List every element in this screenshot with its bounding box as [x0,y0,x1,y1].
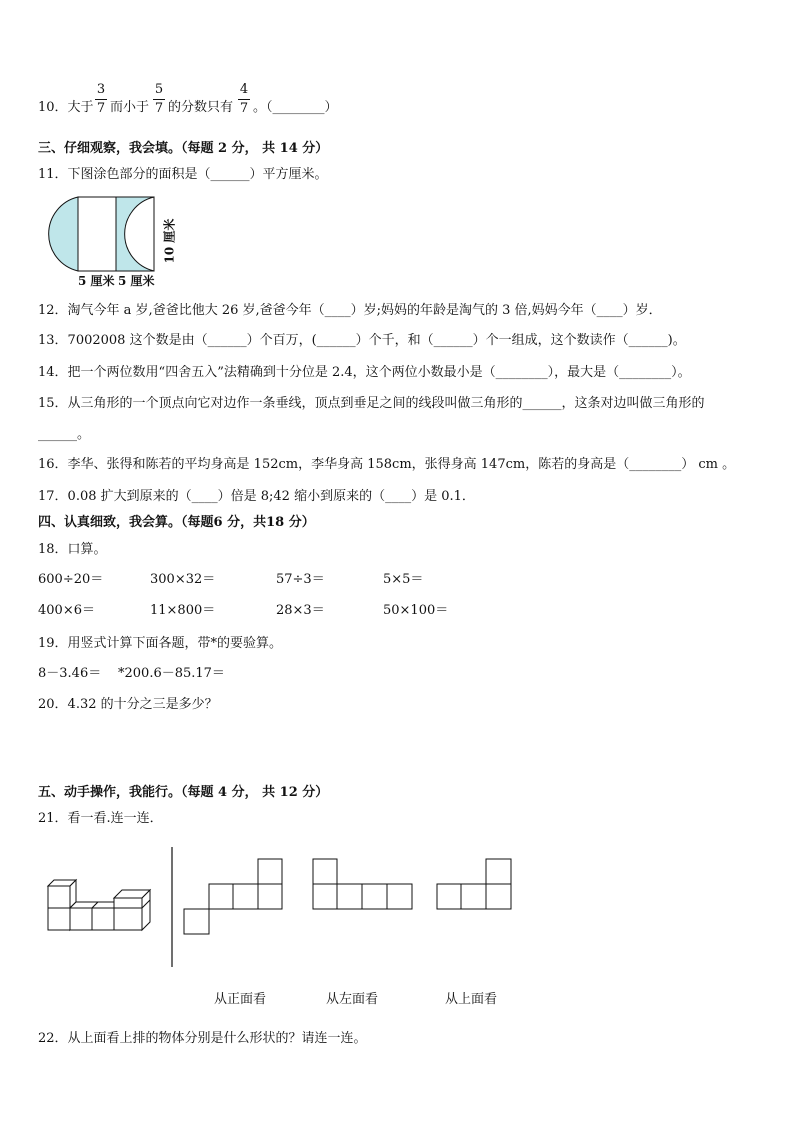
question-14: 14．把一个两位数用“四舍五入”法精确到十分位是 2.4，这个两位小数最小是（________），最大是（________）。 [38,365,691,380]
oral-calc-item: 57÷3＝ [276,572,325,587]
figure-11-label-left: 5 厘米 [78,274,115,288]
oral-calc-item: 600÷20＝ [38,572,104,587]
view-label-left[interactable]: 从左面看 [326,992,379,1007]
question-16: 16．李华、张得和陈若的平均身高是 152cm，李华身高 158cm，张得身高 147cm，陈若的身高是（________） cm 。 [38,457,736,472]
view-option-c[interactable] [436,858,514,912]
oral-calc-item: 400×6＝ [38,603,95,618]
question-17: 17．0.08 扩大到原来的（____）倍是 8;42 缩小到原来的（____）是 0.1． [38,489,475,504]
q10-answer-blank[interactable]: 。（________） [253,100,338,115]
question-15-line-2: ______。 [38,427,91,442]
question-21: 21．看一看.连一连． [38,811,163,826]
q10-post: 的分数只有 [168,100,234,115]
q10-prefix: 10．大于 [38,100,94,115]
view-option-a[interactable] [183,858,283,938]
view-label-front[interactable]: 从正面看 [214,992,267,1007]
section-3-heading: 三、仔细观察，我会填。（每题 2 分， 共 14 分） [38,141,329,156]
question-22: 22．从上面看上排的物体分别是什么形状的？请连一连。 [38,1031,367,1046]
view-label-top[interactable]: 从上面看 [445,992,498,1007]
q10-middle: 而小于 [110,100,150,115]
left-square [78,197,116,271]
figure-11-label-right: 5 厘米 [118,274,155,288]
question-13: 13．7002008 这个数是由（______）个百万，(______）个千，和（______）个一组成，这个数读作（______)。 [38,333,686,348]
question-12: 12．淘气今年 a 岁,爸爸比他大 26 岁,爸爸今年（____）岁;妈妈的年龄是淘气的 3 倍,妈妈今年（____）岁． [38,303,662,318]
view-option-b[interactable] [312,858,414,912]
cube-stack-figure [42,878,157,938]
section-4-heading: 四、认真细致，我会算。（每题6 分，共18 分） [38,515,315,530]
vertical-divider [171,847,175,969]
left-half-circle-shaded [49,197,78,271]
question-18: 18．口算。 [38,542,107,557]
section-5-heading: 五、动手操作，我能行。（每题 4 分， 共 12 分） [38,785,329,800]
question-20: 20．4.32 的十分之三是多少？ [38,697,218,712]
fraction-4-7: 4 7 [239,82,249,116]
question-19: 19．用竖式计算下面各题，带*的要验算。 [38,636,283,651]
oral-calc-item: 11×800＝ [150,603,216,618]
oral-calc-item: 50×100＝ [383,603,449,618]
oral-calc-item: 5×5＝ [383,572,424,587]
vertical-calc-item: *200.6－85.17＝ [118,666,225,681]
vertical-calc-item: 8－3.46＝ [38,666,102,681]
figure-11-label-height: 10 厘米 [162,218,177,264]
question-15-line-1: 15．从三角形的一个顶点向它对边作一条垂线，顶点到垂足之间的线段叫做三角形的______，这条对边叫做三角形的 [38,396,705,411]
fraction-3-7: 3 7 [96,82,106,116]
oral-calc-item: 28×3＝ [276,603,325,618]
question-11: 11．下图涂色部分的面积是（______）平方厘米。 [38,167,328,182]
fraction-5-7: 5 7 [154,82,164,116]
oral-calc-item: 300×32＝ [150,572,216,587]
